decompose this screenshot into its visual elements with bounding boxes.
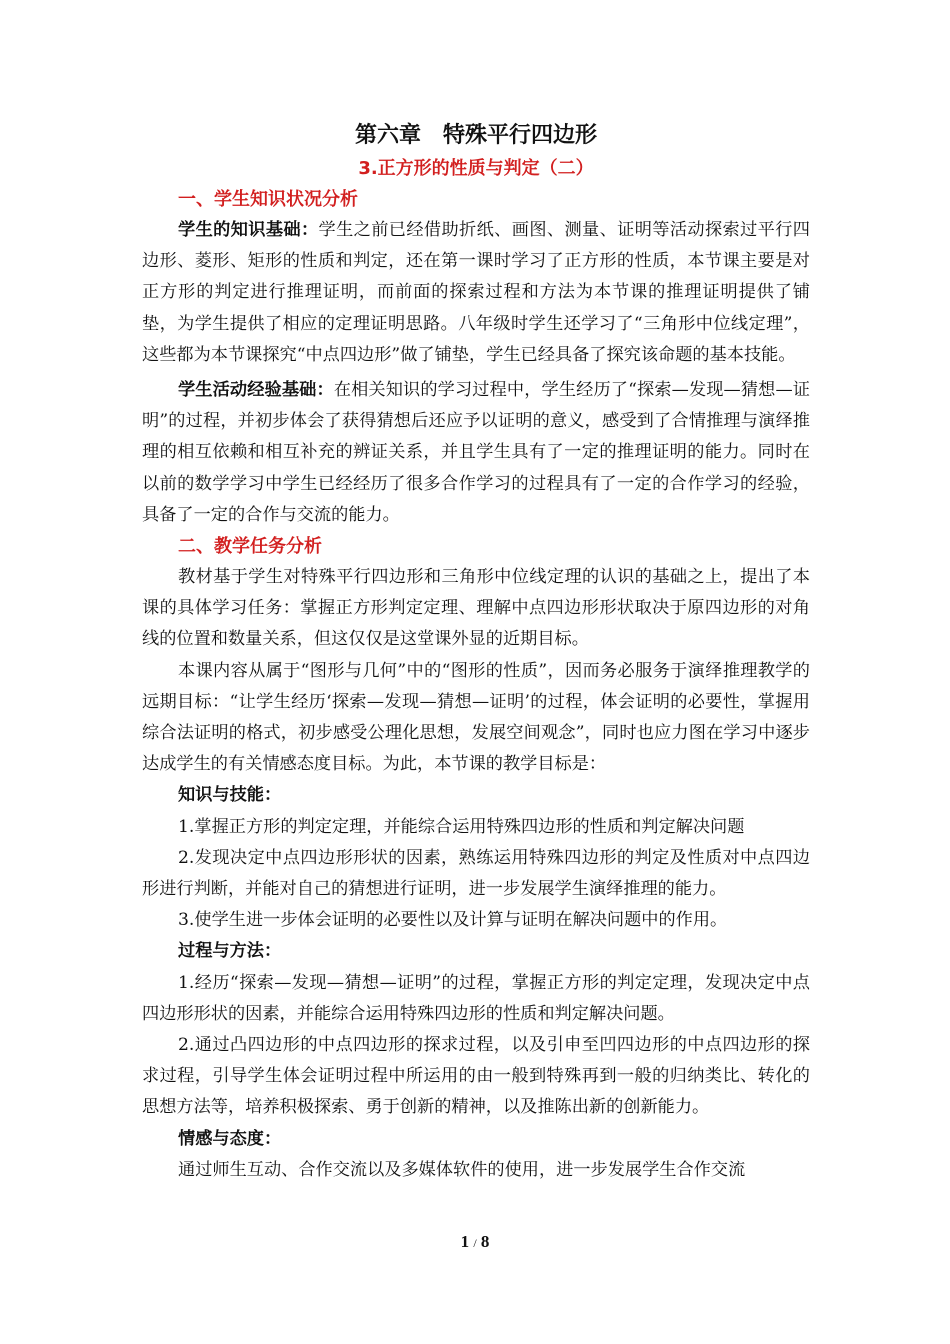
knowledge-item-2: 2.发现决定中点四边形形状的因素，熟练运用特殊四边形的判定及性质对中点四边形进行判断，并能对自己的猜想进行证明，进一步发展学生演绎推理的能力。	[142, 847, 810, 900]
subhead-emotion-attitude: 情感与态度：	[178, 1128, 282, 1149]
attitude-item-1: 通过师生互动、合作交流以及多媒体软件的使用，进一步发展学生合作交流	[178, 1159, 746, 1180]
page-total: 8	[480, 1232, 490, 1251]
subhead-knowledge-skills: 知识与技能：	[178, 785, 282, 806]
paragraph-task-2: 本课内容从属于“图形与几何”中的“图形的性质”，因而务必服务于演绎推理教学的远期目标：“让学生经历‘探索—发现—猜想—证明’的过程，体会证明的必要性，掌握用综合法证明的格式，初步感受公理化思想，发展空间观念”，同时也应力图在学习中逐步达成学生的有关情感态度目标。为此，本节课的教学目标是：	[142, 660, 810, 775]
chapter-title: 第六章 特殊平行四边形	[354, 123, 597, 148]
paragraph-text: 在相关知识的学习过程中，学生经历了“探索—发现—猜想—证明”的过程，并初步体会了获得猜想后还应予以证明的意义，感受到了合情推理与演绎推理的相互依赖和相互补充的辨证关系，并且学生具有了一定的推理证明的能力。同时在以前的数学学习中学生已经经历了很多合作学习的过程具有了一定的合作学习的经验，具备了一定的合作与交流的能力。	[142, 380, 810, 525]
method-item-1: 1.经历“探索—发现—猜想—证明”的过程，掌握正方形的判定定理，发现决定中点四边形形状的因素，并能综合运用特殊四边形的性质和判定解决问题。	[142, 972, 810, 1024]
knowledge-item-3: 3.使学生进一步体会证明的必要性以及计算与证明在解决问题中的作用。	[178, 910, 728, 931]
paragraph-activity-basis	[142, 375, 810, 531]
page-number	[0, 1232, 950, 1252]
page-current: 1	[460, 1232, 470, 1251]
heading-task-analysis: 二、教学任务分析	[178, 536, 322, 558]
page-separator: /	[473, 1236, 477, 1250]
section-title: 3.正方形的性质与判定（二）	[358, 158, 594, 179]
method-item-2: 2.通过凸四边形的中点四边形的探求过程，以及引申至凹四边形的中点四边形的探求过程，引导学生体会证明过程中所运用的由一般到特殊再到一般的归纳类比、转化的思想方法等，培养积极探索、勇于创新的精神，以及推陈出新的创新能力。	[142, 1035, 810, 1118]
heading-student-analysis: 一、学生知识状况分析	[178, 189, 358, 210]
paragraph-knowledge-basis	[142, 215, 810, 371]
subhead-process-method: 过程与方法：	[178, 941, 282, 962]
paragraph-lead: 学生的知识基础：	[178, 220, 319, 240]
document-page	[142, 118, 810, 1186]
paragraph-lead: 学生活动经验基础：	[178, 380, 334, 401]
paragraph-task-1: 教材基于学生对特殊平行四边形和三角形中位线定理的认识的基础之上，提出了本课的具体学习任务：掌握正方形判定定理、理解中点四边形形状取决于原四边形的对角线的位置和数量关系，但这仅仅是这堂课外显的近期目标。	[142, 567, 810, 650]
knowledge-item-1: 1.掌握正方形的判定定理，并能综合运用特殊四边形的性质和判定解决问题	[178, 816, 745, 837]
paragraph-text: 学生之前已经借助折纸、画图、测量、证明等活动探索过平行四边形、菱形、矩形的性质和判定，还在第一课时学习了正方形的性质，本节课主要是对正方形的判定进行推理证明，而前面的探索过程和方法为本节课的推理证明提供了铺垫，为学生提供了相应的定理证明思路。八年级时学生还学习了“三角形中位线定理”，这些都为本节课探究“中点四边形”做了铺垫，学生已经具备了探究该命题的基本技能。	[142, 220, 810, 365]
